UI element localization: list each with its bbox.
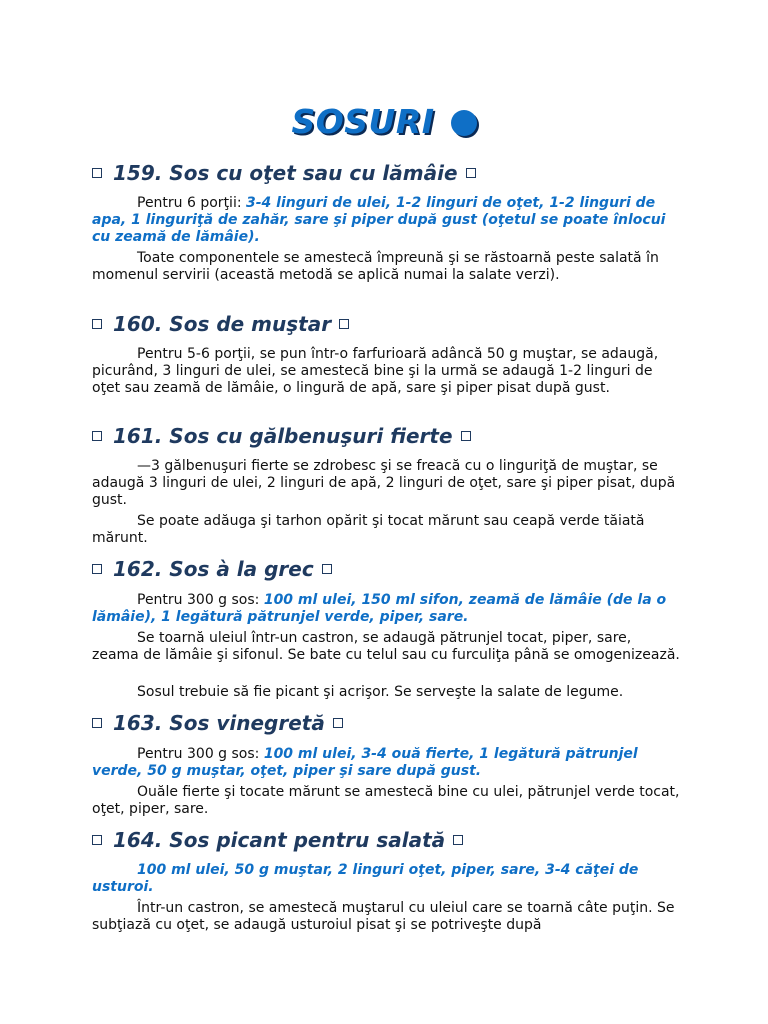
- paragraph-lead: Ouăle fierte şi tocate mărunt se amestecă bine cu ulei, pătrunjel verde tocat, oţet, piper, sare.: [92, 784, 680, 817]
- recipe-161-note: [92, 513, 682, 547]
- recipe-164-ingredients: [92, 862, 682, 896]
- title-bullet-icon: [451, 110, 477, 136]
- square-bullet-icon: [322, 564, 332, 574]
- recipe-heading-159: [92, 159, 476, 187]
- recipe-163-instructions: [92, 784, 682, 818]
- paragraph-lead: Toate componentele se amestecă împreună şi se răstoarnă peste salată în momenul servirii (această metodă se aplică numai la salate verzi).: [92, 250, 659, 283]
- paragraph-lead: —3 gălbenuşuri fierte se zdrobesc şi se freacă cu o linguriţă de muştar, se adaugă 3 linguri de ulei, 2 linguri de apă, 2 linguri de oţet, sare şi piper pisat, după gust.: [92, 458, 676, 508]
- recipe-163-ingredients: [92, 746, 682, 780]
- recipe-heading-163: [92, 709, 343, 737]
- paragraph-lead: Pentru 5-6 porţii, se pun într-o farfurioară adâncă 50 g muştar, se adaugă, picurând, 3 linguri de ulei, se amestecă bine şi la urmă se adaugă 1-2 linguri de oţet sau zeamă de lămâie, o lingură de apă, sare şi piper pisat după gust.: [92, 346, 659, 396]
- square-bullet-icon: [92, 835, 102, 845]
- recipe-heading-text: 164. Sos picant pentru salată: [113, 828, 446, 852]
- ingredients-highlight: 100 ml ulei, 50 g muştar, 2 linguri oţet, piper, sare, 3-4 căţei de usturoi.: [92, 862, 639, 895]
- square-bullet-icon: [466, 168, 476, 178]
- recipe-heading-text: 160. Sos de muştar: [113, 312, 332, 336]
- paragraph-lead: Într-un castron, se amestecă muştarul cu uleiul care se toarnă câte puţin. Se subţiază cu oţet, se adaugă usturoiul pisat şi se potriveşte după: [92, 900, 675, 933]
- paragraph-lead: Se poate adăuga şi tarhon opărit şi tocat mărunt sau ceapă verde tăiată mărunt.: [92, 513, 645, 546]
- square-bullet-icon: [92, 564, 102, 574]
- recipe-heading-text: 159. Sos cu oţet sau cu lămâie: [113, 161, 458, 185]
- ingredients-highlight: 100 ml ulei, 150 ml sifon, zeamă de lămâie (de la o lămâie), 1 legătură pătrunjel verde, piper, sare.: [92, 592, 667, 625]
- recipe-159-ingredients: [92, 195, 682, 246]
- paragraph-lead: Se toarnă uleiul într-un castron, se adaugă pătrunjel tocat, piper, sare, zeama de lămâie şi sifonul. Se bate cu telul sau cu furculiţa până se omogenizează.: [92, 630, 680, 663]
- square-bullet-icon: [92, 718, 102, 728]
- recipe-heading-text: 163. Sos vinegretă: [113, 711, 325, 735]
- paragraph-lead: Pentru 6 porţii:: [137, 195, 246, 211]
- recipe-heading-161: [92, 422, 471, 450]
- recipe-162-ingredients: [92, 592, 682, 626]
- square-bullet-icon: [92, 168, 102, 178]
- page-title-text: SOSURI: [291, 102, 435, 141]
- paragraph-lead: Sosul trebuie să fie picant şi acrişor. Se serveşte la salate de legume.: [137, 684, 624, 700]
- square-bullet-icon: [92, 319, 102, 329]
- recipe-162-instructions: [92, 630, 682, 664]
- square-bullet-icon: [339, 319, 349, 329]
- paragraph-lead: Pentru 300 g sos:: [137, 592, 264, 608]
- page-title: [0, 100, 768, 144]
- square-bullet-icon: [333, 718, 343, 728]
- recipe-160-instructions: [92, 346, 682, 397]
- recipe-heading-text: 161. Sos cu gălbenuşuri fierte: [113, 424, 453, 448]
- recipe-164-instructions: [92, 900, 682, 934]
- square-bullet-icon: [461, 431, 471, 441]
- recipe-heading-160: [92, 310, 349, 338]
- ingredients-highlight: 3-4 linguri de ulei, 1-2 linguri de oţet, 1-2 linguri de apa, 1 linguriţă de zahăr, sare şi piper după gust (oţetul se poate înlocui cu zeamă de lămâie).: [92, 195, 666, 245]
- square-bullet-icon: [453, 835, 463, 845]
- paragraph-lead: Pentru 300 g sos:: [137, 746, 264, 762]
- recipe-heading-162: [92, 555, 332, 583]
- recipe-162-note: [92, 684, 682, 701]
- recipe-159-instructions: [92, 250, 682, 284]
- ingredients-highlight: 100 ml ulei, 3-4 ouă fierte, 1 legătură pătrunjel verde, 50 g muştar, oţet, piper şi sare după gust.: [92, 746, 638, 779]
- recipe-heading-164: [92, 826, 463, 854]
- recipe-161-instructions: [92, 458, 682, 509]
- recipe-heading-text: 162. Sos à la grec: [113, 557, 314, 581]
- square-bullet-icon: [92, 431, 102, 441]
